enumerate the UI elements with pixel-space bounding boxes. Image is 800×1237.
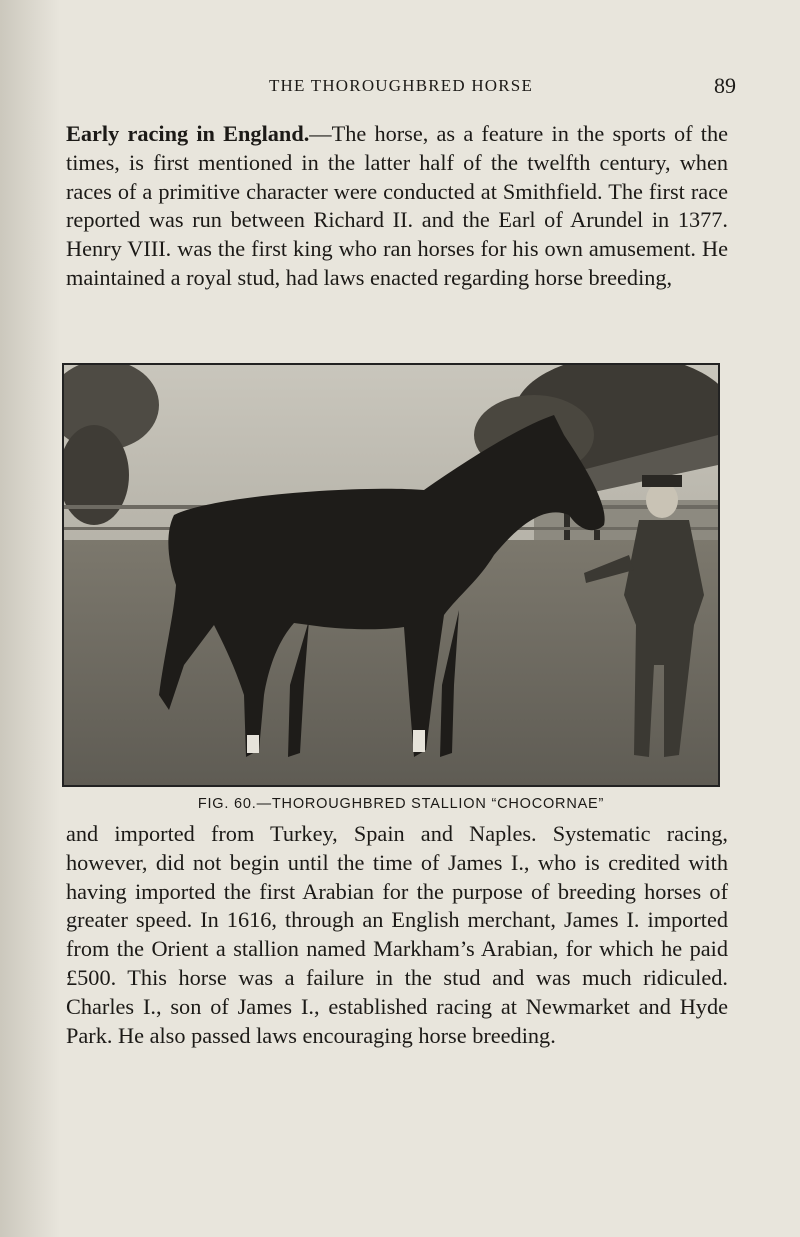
section-heading: Early racing in England. [66, 121, 310, 146]
stallion-photograph [62, 363, 720, 787]
paragraph-imports: and imported from Turkey, Spain and Naples. Systematic racing, however, did not begin until the time of James I., who is credited with having imported the first Arabian for the purpose of breeding horses of greater speed. In 1616, through an English merchant, James I. imported from the Orient a stallion named Markham’s Arabian, for which he paid £500. This horse was a failure in the stud and was much ridiculed. Charles I., son of James I., established racing at Newmarket and Hyde Park. He also passed laws encouraging horse breeding. [66, 821, 728, 1048]
page-number: 89 [714, 73, 736, 98]
running-head [66, 73, 736, 104]
running-title: THE THOROUGHBRED HORSE [268, 76, 534, 95]
paragraph-early-racing [66, 120, 728, 293]
paragraph-1-text: —The horse, as a feature in the sports of the times, is first mentioned in the latter half of the twelfth century, when races of a primitive character were conducted at Smithfield. The first race reported was run between Richard II. and the Earl of Arundel in 1377. Henry VIII. was the first king who ran horses for his own amusement. He maintained a royal stud, had laws enacted regarding horse breeding, [66, 121, 728, 290]
page-edge-shadow [0, 0, 60, 1237]
figure-caption: FIG. 60.—THOROUGHBRED STALLION “CHOCORNAE” [197, 796, 605, 812]
